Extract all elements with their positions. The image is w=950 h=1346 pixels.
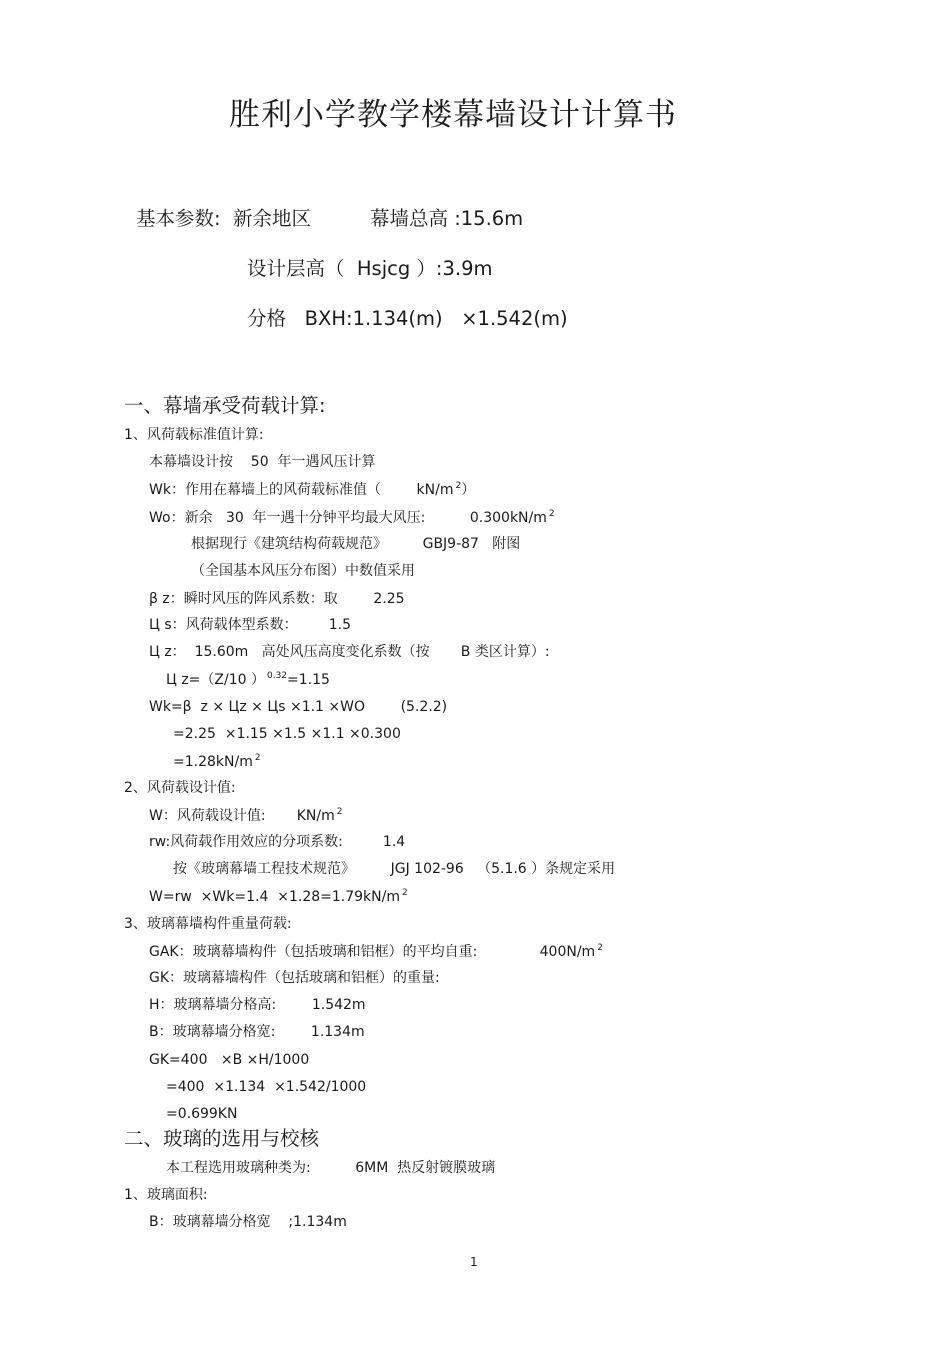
formula-line: Wk=β z × Цz × Цs ×1.1 ×WO (5.2.2) <box>149 699 448 715</box>
text-line: 本幕墙设计按 50 年一遇风压计算 <box>149 454 376 470</box>
text-line: 按《玻璃幕墙工程技术规范》 JGJ 102-96 （5.1.6 ）条规定采用 <box>173 861 616 877</box>
formula-line: =400 ×1.134 ×1.542/1000 <box>166 1079 367 1095</box>
text-line: W：风荷载设计值: KN/m $^2$ <box>149 807 343 824</box>
formula-line: =0.699KN <box>166 1106 238 1122</box>
page-number: 1 <box>470 1255 478 1269</box>
sub-heading-1-2: 2、风荷载设计值: <box>124 780 236 796</box>
text-line: 根据现行《建筑结构荷载规范》 GBJ9-87 附图 <box>191 536 521 552</box>
formula-line: =1.28kN/m $^2$ <box>173 753 261 770</box>
text-line: GK：玻璃幕墙构件（包括玻璃和铝框）的重量: <box>149 970 440 986</box>
formula-line: W=rw ×Wk=1.4 ×1.28=1.79kN/m $^2$ <box>149 888 408 905</box>
section-2-heading: 二、玻璃的选用与校核 <box>124 1127 320 1150</box>
formula-line: GK=400 ×B ×H/1000 <box>149 1052 310 1068</box>
text-line: Wo：新余 30 年一遇十分钟平均最大风压: 0.300kN/m $^2$ <box>149 509 555 526</box>
text-line: GAK：玻璃幕墙构件（包括玻璃和铝框）的平均自重: 400N/m $^2$ <box>149 943 603 960</box>
basic-params-label-region: 基本参数: 新余地区 <box>136 207 311 230</box>
text-line: H：玻璃幕墙分格高: 1.542m <box>149 997 366 1013</box>
document-title: 胜利小学教学楼幕墙设计计算书 <box>229 97 677 133</box>
text-line: （全国基本风压分布图）中数值采用 <box>191 563 415 579</box>
text-line: Ц s：风荷载体型系数： 1.5 <box>149 617 352 633</box>
text-line: Wk：作用在幕墙上的风荷载标准值（ kN/m $^2$） <box>149 481 476 498</box>
formula-line: =2.25 ×1.15 ×1.5 ×1.1 ×0.300 <box>173 726 401 742</box>
formula-line: Ц z=（Z/10 ） $^{0.32}$=1.15 <box>166 671 330 688</box>
section-1-heading: 一、幕墙承受荷载计算: <box>124 394 326 417</box>
sub-heading-1-3: 3、玻璃幕墙构件重量荷载: <box>124 916 292 932</box>
text-line: β z：瞬时风压的阵风系数：取 2.25 <box>149 591 405 607</box>
sub-heading-1-1: 1、风荷载标准值计算: <box>124 427 264 443</box>
floor-height: 设计层高（ Hsjcg ）:3.9m <box>247 257 493 280</box>
text-line: rw:风荷载作用效应的分项系数: 1.4 <box>149 834 406 850</box>
grid-size: 分格 BXH:1.134(m) ×1.542(m) <box>247 307 568 330</box>
text-line: 本工程选用玻璃种类为: 6MM 热反射镀膜玻璃 <box>166 1160 496 1176</box>
total-height: 幕墙总高 :15.6m <box>370 207 524 230</box>
sub-heading-2-1: 1、玻璃面积: <box>124 1187 208 1203</box>
text-line: B：玻璃幕墙分格宽 ;1.134m <box>149 1214 347 1230</box>
text-line: B：玻璃幕墙分格宽: 1.134m <box>149 1024 365 1040</box>
text-line: Ц z： 15.60m 高处风压高度变化系数（按 B 类区计算）: <box>149 644 550 660</box>
